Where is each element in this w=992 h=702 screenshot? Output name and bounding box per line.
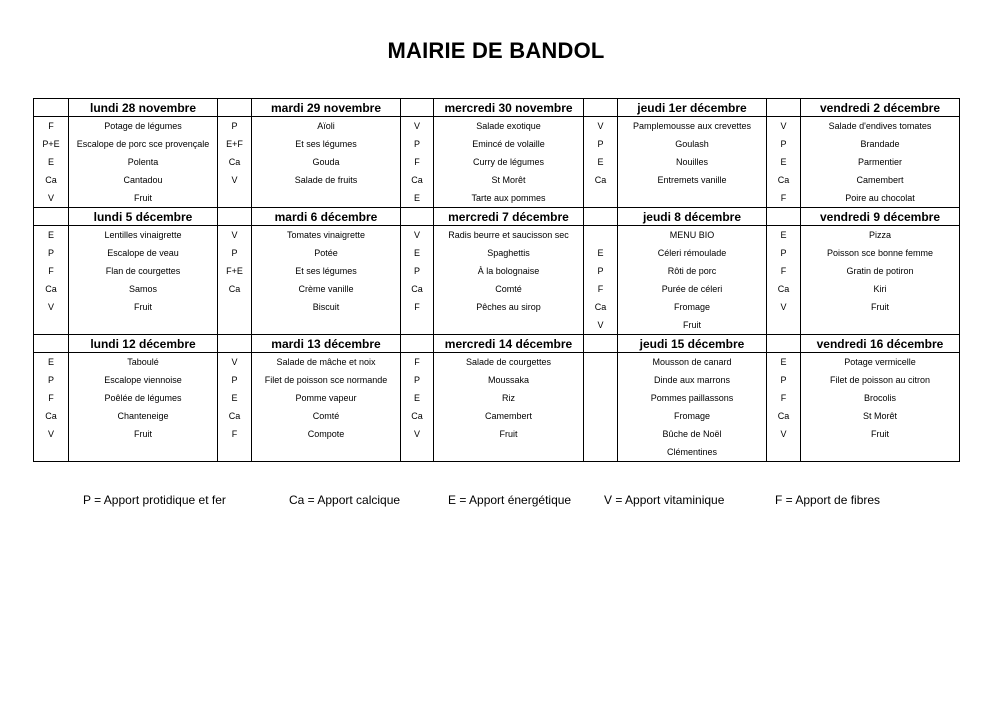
dish-name: Filet de poisson au citron xyxy=(801,371,960,389)
apport-code: E xyxy=(34,353,69,372)
apport-code: F+E xyxy=(218,262,252,280)
apport-header-cell xyxy=(584,99,618,117)
dish-name: Et ses légumes xyxy=(252,262,401,280)
apport-code: F xyxy=(34,389,69,407)
apport-code xyxy=(218,316,252,335)
apport-code xyxy=(584,189,618,208)
dish-name: Poire au chocolat xyxy=(801,189,960,208)
menu-row xyxy=(34,407,960,425)
dish-name xyxy=(69,443,218,462)
apport-code: P xyxy=(218,371,252,389)
apport-code: Ca xyxy=(584,171,618,189)
week-header-row xyxy=(34,335,960,353)
dish-name xyxy=(618,189,767,208)
dish-name: Camembert xyxy=(801,171,960,189)
dish-name: Spaghettis xyxy=(434,244,584,262)
dish-name xyxy=(434,443,584,462)
dish-name: Dinde aux marrons xyxy=(618,371,767,389)
apport-code xyxy=(584,425,618,443)
dish-name xyxy=(252,189,401,208)
apport-code xyxy=(584,353,618,372)
dish-name: Lentilles vinaigrette xyxy=(69,226,218,245)
dish-name: MENU BIO xyxy=(618,226,767,245)
dish-name xyxy=(252,316,401,335)
dish-name: Entremets vanille xyxy=(618,171,767,189)
apport-code: V xyxy=(401,425,434,443)
apport-header-cell xyxy=(34,335,69,353)
menu-row xyxy=(34,353,960,372)
apport-code: E xyxy=(767,353,801,372)
legend-calcique: Ca = Apport calcique xyxy=(289,493,401,507)
dish-name: Polenta xyxy=(69,153,218,171)
week-header-row xyxy=(34,208,960,226)
day-header: vendredi 2 décembre xyxy=(801,99,960,117)
apport-code: F xyxy=(218,425,252,443)
apport-code: P xyxy=(767,135,801,153)
menu-row xyxy=(34,316,960,335)
menu-row xyxy=(34,135,960,153)
dish-name: Flan de courgettes xyxy=(69,262,218,280)
apport-code: V xyxy=(218,226,252,245)
apport-code: E xyxy=(218,389,252,407)
apport-code xyxy=(218,189,252,208)
apport-code: P xyxy=(767,244,801,262)
day-header: jeudi 15 décembre xyxy=(618,335,767,353)
dish-name: Escalope viennoise xyxy=(69,371,218,389)
apport-header-cell xyxy=(584,208,618,226)
dish-name: Potage vermicelle xyxy=(801,353,960,372)
dish-name: Fruit xyxy=(434,425,584,443)
day-header: lundi 28 novembre xyxy=(69,99,218,117)
dish-name: Nouilles xyxy=(618,153,767,171)
apport-code xyxy=(767,443,801,462)
apport-code: V xyxy=(767,425,801,443)
apport-code xyxy=(584,371,618,389)
apport-code: F xyxy=(34,117,69,136)
day-header: jeudi 8 décembre xyxy=(618,208,767,226)
apport-code: Ca xyxy=(401,171,434,189)
apport-code: Ca xyxy=(34,280,69,298)
dish-name: Bûche de Noël xyxy=(618,425,767,443)
apport-code: E xyxy=(401,189,434,208)
apport-code: P xyxy=(218,117,252,136)
dish-name: Comté xyxy=(434,280,584,298)
apport-code: P xyxy=(401,371,434,389)
apport-code: E xyxy=(584,153,618,171)
apport-code: P xyxy=(584,135,618,153)
apport-code xyxy=(767,316,801,335)
apport-code: Ca xyxy=(34,171,69,189)
menu-row xyxy=(34,298,960,316)
dish-name: Salade de courgettes xyxy=(434,353,584,372)
apport-code: V xyxy=(34,298,69,316)
dish-name: Salade exotique xyxy=(434,117,584,136)
menu-row xyxy=(34,425,960,443)
apport-code: Ca xyxy=(767,407,801,425)
dish-name: Escalope de porc sce provençale xyxy=(69,135,218,153)
apport-code: Ca xyxy=(218,153,252,171)
apport-code: V xyxy=(767,117,801,136)
apport-code: E xyxy=(767,226,801,245)
dish-name: Camembert xyxy=(434,407,584,425)
dish-name xyxy=(434,316,584,335)
menu-row xyxy=(34,117,960,136)
apport-header-cell xyxy=(218,335,252,353)
dish-name: Fruit xyxy=(801,425,960,443)
apport-code: P xyxy=(767,371,801,389)
dish-name: Fruit xyxy=(69,189,218,208)
dish-name: Taboulé xyxy=(69,353,218,372)
week-header-row xyxy=(34,99,960,117)
apport-code: V xyxy=(767,298,801,316)
legend-vitaminique: V = Apport vitaminique xyxy=(604,493,725,507)
apport-code: E xyxy=(767,153,801,171)
apport-code: F xyxy=(767,262,801,280)
apport-code xyxy=(584,407,618,425)
apport-code: Ca xyxy=(767,171,801,189)
apport-code: E xyxy=(401,389,434,407)
dish-name: Fruit xyxy=(801,298,960,316)
apport-header-cell xyxy=(767,208,801,226)
apport-code: V xyxy=(401,226,434,245)
apport-code: F xyxy=(767,189,801,208)
dish-name: Gouda xyxy=(252,153,401,171)
apport-header-cell xyxy=(584,335,618,353)
day-header: lundi 5 décembre xyxy=(69,208,218,226)
apport-code: F xyxy=(401,353,434,372)
legend-fibres: F = Apport de fibres xyxy=(775,493,881,507)
dish-name: Salade d'endives tomates xyxy=(801,117,960,136)
dish-name: Curry de légumes xyxy=(434,153,584,171)
apport-code: P xyxy=(218,244,252,262)
dish-name xyxy=(801,443,960,462)
dish-name: Et ses légumes xyxy=(252,135,401,153)
apport-code xyxy=(584,389,618,407)
apport-header-cell xyxy=(218,208,252,226)
menu-row xyxy=(34,189,960,208)
menu-row xyxy=(34,371,960,389)
apport-code xyxy=(218,298,252,316)
apport-code: E xyxy=(401,244,434,262)
dish-name xyxy=(69,316,218,335)
apport-header-cell xyxy=(218,99,252,117)
apport-code: Ca xyxy=(767,280,801,298)
dish-name xyxy=(252,443,401,462)
apport-code: Ca xyxy=(401,407,434,425)
dish-name: Compote xyxy=(252,425,401,443)
menu-row xyxy=(34,244,960,262)
apport-code: F xyxy=(401,298,434,316)
apport-code: V xyxy=(584,316,618,335)
dish-name xyxy=(801,316,960,335)
menu-row xyxy=(34,226,960,245)
dish-name: Purée de céleri xyxy=(618,280,767,298)
dish-name: St Morêt xyxy=(434,171,584,189)
dish-name: Potage de légumes xyxy=(69,117,218,136)
dish-name: Escalope de veau xyxy=(69,244,218,262)
apport-header-cell xyxy=(401,99,434,117)
menu-table xyxy=(33,98,960,462)
dish-name: Pêches au sirop xyxy=(434,298,584,316)
apport-code: P+E xyxy=(34,135,69,153)
page-title: MAIRIE DE BANDOL xyxy=(387,38,605,63)
apport-code xyxy=(401,316,434,335)
apport-code xyxy=(218,443,252,462)
dish-name: Comté xyxy=(252,407,401,425)
dish-name: Crème vanille xyxy=(252,280,401,298)
apport-code: F xyxy=(767,389,801,407)
dish-name: Parmentier xyxy=(801,153,960,171)
dish-name: Potée xyxy=(252,244,401,262)
dish-name: Kiri xyxy=(801,280,960,298)
apport-code: P xyxy=(401,135,434,153)
dish-name: Riz xyxy=(434,389,584,407)
dish-name: Brocolis xyxy=(801,389,960,407)
dish-name: Aïoli xyxy=(252,117,401,136)
day-header: mardi 29 novembre xyxy=(252,99,401,117)
menu-row xyxy=(34,153,960,171)
apport-code: Ca xyxy=(218,407,252,425)
dish-name: Fromage xyxy=(618,298,767,316)
apport-code: V xyxy=(218,171,252,189)
apport-code xyxy=(34,443,69,462)
day-header: mercredi 30 novembre xyxy=(434,99,584,117)
apport-code: V xyxy=(584,117,618,136)
apport-header-cell xyxy=(34,208,69,226)
dish-name: Goulash xyxy=(618,135,767,153)
apport-header-cell xyxy=(401,208,434,226)
apport-code: V xyxy=(401,117,434,136)
dish-name: Brandade xyxy=(801,135,960,153)
apport-code: P xyxy=(584,262,618,280)
apport-code xyxy=(401,443,434,462)
apport-code: V xyxy=(218,353,252,372)
apport-code xyxy=(34,316,69,335)
dish-name: Filet de poisson sce normande xyxy=(252,371,401,389)
apport-header-cell xyxy=(34,99,69,117)
apport-code: E xyxy=(34,153,69,171)
day-header: mercredi 7 décembre xyxy=(434,208,584,226)
dish-name: Tarte aux pommes xyxy=(434,189,584,208)
dish-name: Pomme vapeur xyxy=(252,389,401,407)
dish-name: Pamplemousse aux crevettes xyxy=(618,117,767,136)
apport-header-cell xyxy=(767,99,801,117)
apport-code: Ca xyxy=(34,407,69,425)
apport-code: P xyxy=(34,244,69,262)
dish-name: Mousson de canard xyxy=(618,353,767,372)
dish-name: Biscuit xyxy=(252,298,401,316)
dish-name: Pizza xyxy=(801,226,960,245)
dish-name: Moussaka xyxy=(434,371,584,389)
dish-name: Fromage xyxy=(618,407,767,425)
legend-protidique: P = Apport protidique et fer xyxy=(83,493,226,507)
apport-code: Ca xyxy=(218,280,252,298)
day-header: mercredi 14 décembre xyxy=(434,335,584,353)
apport-code: F xyxy=(401,153,434,171)
menu-row xyxy=(34,443,960,462)
dish-name: Fruit xyxy=(618,316,767,335)
dish-name: St Morêt xyxy=(801,407,960,425)
apport-code xyxy=(584,226,618,245)
apport-code: E xyxy=(34,226,69,245)
dish-name: Chanteneige xyxy=(69,407,218,425)
dish-name: Salade de mâche et noix xyxy=(252,353,401,372)
apport-code: F xyxy=(34,262,69,280)
dish-name: Emincé de volaille xyxy=(434,135,584,153)
day-header: vendredi 9 décembre xyxy=(801,208,960,226)
apport-code: E+F xyxy=(218,135,252,153)
apport-code xyxy=(584,443,618,462)
apport-code: Ca xyxy=(401,280,434,298)
day-header: jeudi 1er décembre xyxy=(618,99,767,117)
dish-name: Clémentines xyxy=(618,443,767,462)
dish-name: Poisson sce bonne femme xyxy=(801,244,960,262)
dish-name: Tomates vinaigrette xyxy=(252,226,401,245)
dish-name: Poêlée de légumes xyxy=(69,389,218,407)
legend-energetique: E = Apport énergétique xyxy=(448,493,572,507)
apport-header-cell xyxy=(401,335,434,353)
apport-code: V xyxy=(34,189,69,208)
apport-code: P xyxy=(34,371,69,389)
day-header: mardi 13 décembre xyxy=(252,335,401,353)
dish-name: Pommes paillassons xyxy=(618,389,767,407)
menu-row xyxy=(34,262,960,280)
apport-code: F xyxy=(584,280,618,298)
dish-name: Fruit xyxy=(69,425,218,443)
dish-name: Salade de fruits xyxy=(252,171,401,189)
dish-name: Céleri rémoulade xyxy=(618,244,767,262)
apport-header-cell xyxy=(767,335,801,353)
apport-code: Ca xyxy=(584,298,618,316)
day-header: lundi 12 décembre xyxy=(69,335,218,353)
dish-name: Cantadou xyxy=(69,171,218,189)
day-header: mardi 6 décembre xyxy=(252,208,401,226)
dish-name: À la bolognaise xyxy=(434,262,584,280)
menu-row xyxy=(34,171,960,189)
menu-row xyxy=(34,389,960,407)
menu-row xyxy=(34,280,960,298)
dish-name: Radis beurre et saucisson sec xyxy=(434,226,584,245)
day-header: vendredi 16 décembre xyxy=(801,335,960,353)
apport-code: V xyxy=(34,425,69,443)
dish-name: Fruit xyxy=(69,298,218,316)
dish-name: Samos xyxy=(69,280,218,298)
apport-code: P xyxy=(401,262,434,280)
dish-name: Rôti de porc xyxy=(618,262,767,280)
dish-name: Gratin de potiron xyxy=(801,262,960,280)
apport-code: E xyxy=(584,244,618,262)
